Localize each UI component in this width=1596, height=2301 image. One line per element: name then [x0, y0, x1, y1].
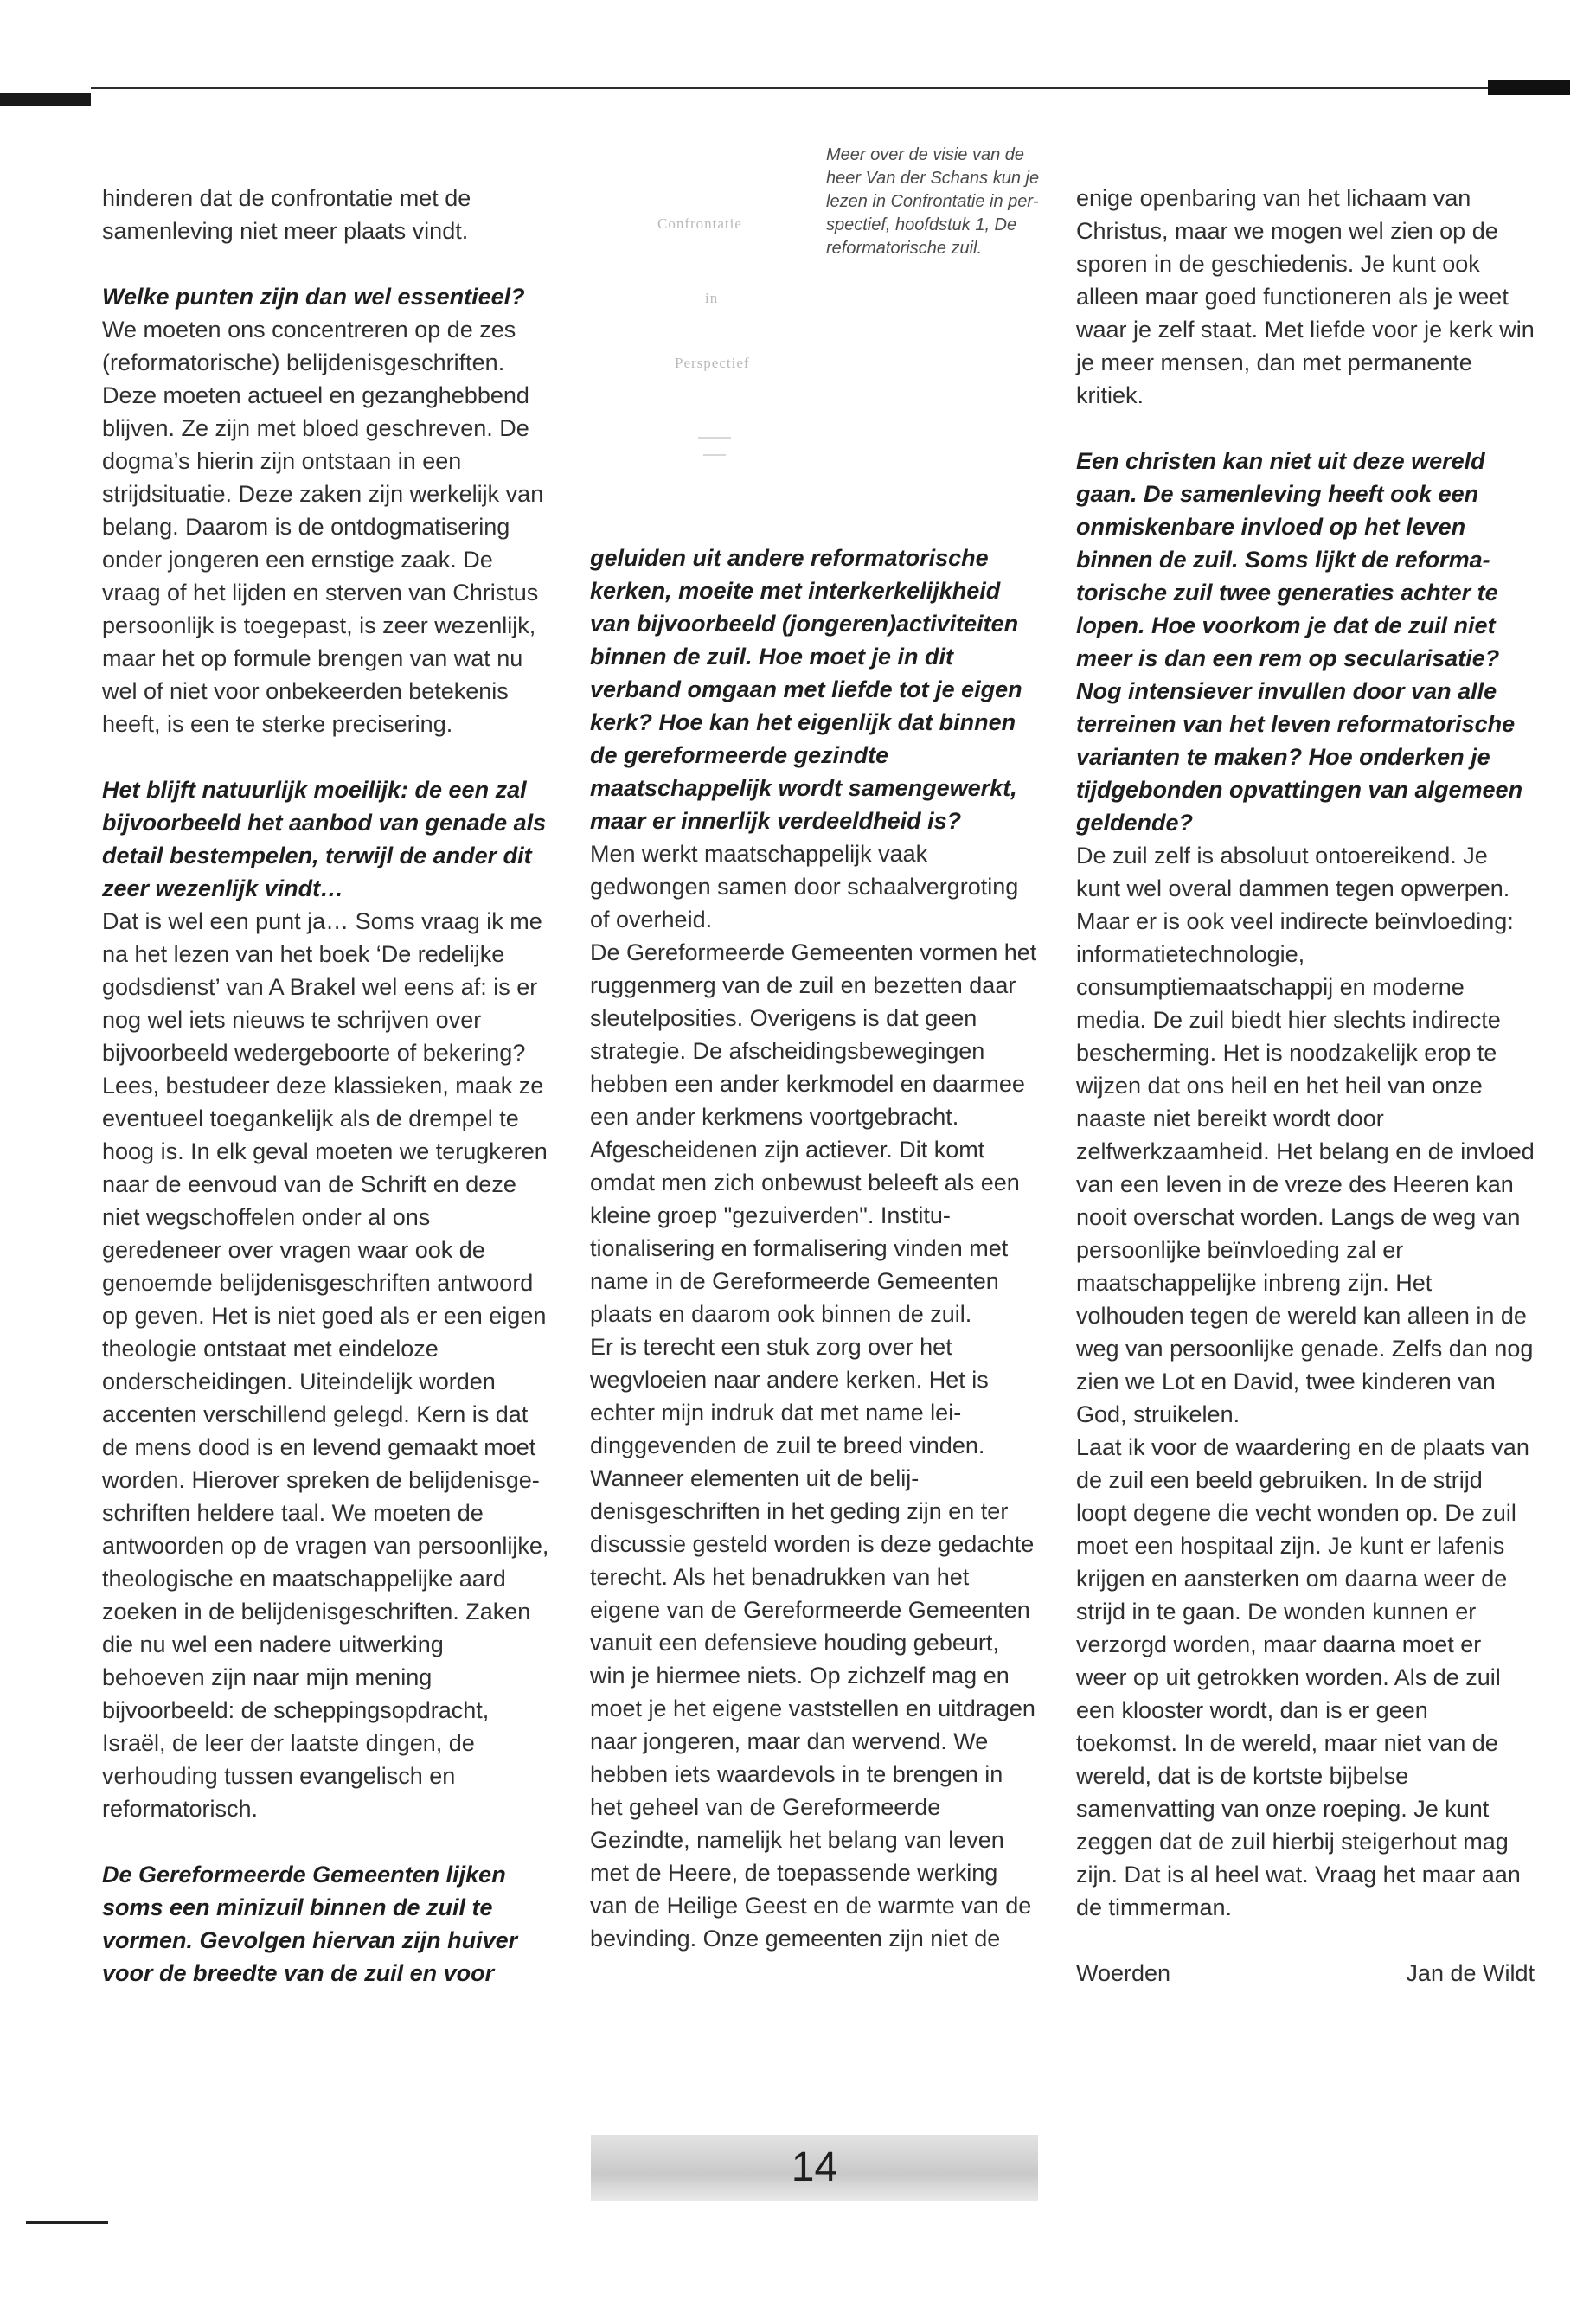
image-caption: Meer over de visie van de heer Van der Schans kun je lezen in Confrontatie in perspectief, hoofdstuk 1, De reformatorische zuil. [826, 145, 1040, 258]
article-column-1 [102, 182, 552, 1990]
paragraph-gap [102, 740, 552, 773]
body-paragraph: Laat ik voor de waardering en de plaats van de zuil een beeld gebruiken. In de strijd loopt degene die vecht wonden op. De zuil moet een hospitaal zijn. Je kunt er lafenis krijgen en aansterken om daarna weer de strijd in te gaan. De wonden kunnen er verzorgd worden, maar daarna moet er weer op uit getrokken worden. Als de zuil een klooster wordt, dan is er geen toekomst. In de wereld, maar niet van de wereld, dat is de kortste bijbelse samenvatting van onze roeping. Je kunt zeggen dat de zuil hierbij steigerhout mag zijn. Dat is al heel wat. Vraag het maar aan de timmerman. [1076, 1434, 1529, 1920]
body-paragraph: hinderen dat de confrontatie met de samenleving niet meer plaats vindt. [102, 185, 471, 244]
book-cover-ornament [703, 454, 726, 456]
signature [1076, 1957, 1535, 1990]
body-paragraph: We moeten ons concentreren op de zes (reformatorische) belijdenisgeschriften. Deze moeten actueel en gezanghebbend blijven. Ze zijn met bloed geschreven. De dogma’s hierin zijn ontstaan in een strijdsituatie. Deze zaken zijn werkelijk van belang. Daarom is de ontdogmatisering onder jongeren een ernstige zaak. De vraag of het lijden en sterven van Christus persoonlijk is toegepast, is zeer wezenlijk, maar het op formule brengen van wat nu wel of niet voor onbekeerden betekenis heeft, is een te sterke precisering. [102, 317, 544, 737]
top-left-rule [0, 93, 91, 106]
body-paragraph: enige openbaring van het lichaam van Christus, maar we mogen wel zien op de sporen in de geschiedenis. Je kunt ook alleen maar goed functioneren als je weet waar je zelf staat. Met liefde voor je kerk win je meer mensen, dan met permanente kritiek. [1076, 185, 1535, 408]
bottom-left-rule [26, 2221, 108, 2224]
interview-question: Een christen kan niet uit deze wereld gaan. De samenleving heeft ook een onmiskenbare invloed op het leven binnen de zuil. Soms lijkt de reformatorische zuil twee generaties achter te lopen. Hoe voorkom je dat de zuil niet meer is dan een rem op secularisatie? Nog intensiever invullen door van alle terreinen van het leven reformatorische varianten te maken? Hoe onderken je tijdgebonden opvattingen van algemeen geldende? [1076, 448, 1523, 836]
signature-place: Woerden [1076, 1960, 1171, 1986]
book-cover-ornament [698, 437, 731, 439]
top-right-rule [1488, 80, 1570, 95]
signature-author: Jan de Wildt [1406, 1960, 1535, 1986]
book-cover-title-line3: Perspectief [675, 355, 750, 371]
body-paragraph: Men werkt maatschappelijk vaak gedwongen samen door schaalvergroting of overheid. [590, 841, 1019, 933]
interview-question: De Gereformeerde Gemeenten lijken soms een minizuil binnen de zuil te vormen. Gevolgen hiervan zijn huiver voor de breedte van de zuil en voor [102, 1862, 518, 1986]
body-paragraph: De Gereformeerde Gemeenten vormen het ruggenmerg van de zuil en bezetten daar sleutelposities. Overigens is dat geen strategie. De afscheidingsbewegingen hebben een ander kerkmodel en daarmee een ander kerkmens voortgebracht. Afgescheidenen zijn actiever. Dit komt omdat men zich onbewust beleeft als een kleine groep "gezuiverden". Institutionalisering en formalisering vinden met name in de Gereformeerde Gemeenten plaats en daarom ook binnen de zuil. [590, 939, 1037, 1327]
page-number: 14 [791, 2144, 838, 2190]
book-cover-image [636, 195, 792, 489]
article-column-2 [590, 542, 1040, 1955]
body-paragraph: Dat is wel een punt ja… Soms vraag ik me na het lezen van het boek ‘De redelijke godsdienst’ van A Brakel wel eens af: is er nog wel iets nieuws te schrijven over bijvoorbeeld wedergeboorte of bekering? Lees, bestudeer deze klassieken, maak ze eventueel toegankelijk als de drempel te hoog is. In elk geval moeten we terugkeren naar de eenvoud van de Schrift en deze niet wegschoffelen onder al ons geredeneer over vragen waar ook de genoemde belijdenisgeschriften antwoord op geven. Het is niet goed als er een eigen theologie ontstaat met eindeloze onderscheidingen. Uiteindelijk worden accenten verschillend gelegd. Kern is dat de mens dood is en levend gemaakt moet worden. Hierover spreken de belijdenisgeschriften heldere taal. We moeten de antwoorden op de vragen van persoonlijke, theologische en maatschappelijke aard zoeken in de belijdenisgeschriften. Zaken die nu wel een nadere uitwerking behoeven zijn naar mijn mening bijvoorbeeld: de scheppingsopdracht, Israël, de leer der laatste dingen, de verhouding tussen evangelisch en reformatorisch. [102, 908, 549, 1822]
interview-question: Het blijft natuurlijk moeilijk: de een zal bijvoorbeeld het aanbod van genade als detail bestempelen, terwijl de ander dit zeer wezenlijk vindt… [102, 777, 547, 901]
paragraph-gap [102, 247, 552, 280]
book-cover-title-line1: Confrontatie [657, 215, 742, 232]
body-paragraph: De zuil zelf is absoluut ontoereikend. Je kunt wel overal dammen tegen opwerpen. Maar er is ook veel indirecte beïnvloeding: informatietechnologie, consumptiemaatschappij en moderne media. De zuil biedt hier slechts indirecte bescherming. Het is noodzakelijk erop te wijzen dat ons heil en het heil van onze naaste niet bereikt wordt door zelfwerkzaamheid. Het belang en de invloed van een leven in de vreze des Heeren kan nooit overschat worden. Langs de weg van persoonlijke beïnvloeding zal er maatschappelijke inbreng zijn. Het volhouden tegen de wereld kan alleen in de weg van persoonlijke genade. Zelfs dan nog zien we Lot en David, twee kinderen van God, struikelen. [1076, 843, 1535, 1427]
top-rule [91, 87, 1570, 89]
paragraph-gap [102, 1825, 552, 1858]
article-column-3-body [1076, 182, 1535, 1924]
interview-question: geluiden uit andere reformatorische kerken, moeite met interkerkelijkheid van bijvoorbeeld (jongeren)activiteiten binnen de zuil. Hoe moet je in dit verband omgaan met liefde tot je eigen kerk? Hoe kan het eigenlijk dat binnen de gereformeerde gezindte maatschappelijk wordt samengewerkt, maar er innerlijk verdeeldheid is? [590, 545, 1022, 834]
body-paragraph: Er is terecht een stuk zorg over het wegvloeien naar andere kerken. Het is echter mijn indruk dat met name leidinggevenden de zuil te breed vinden. Wanneer elementen uit de belijdenisgeschriften in het geding zijn en ter discussie gesteld worden is deze gedachte terecht. Als het benadrukken van het eigene van de Gereformeerde Gemeenten vanuit een defensieve houding gebeurt, win je hiermee niets. Op zichzelf mag en moet je het eigene vaststellen en uitdragen naar jongeren, maar dan wervend. We hebben iets waardevols in te brengen in het geheel van de Gereformeerde Gezindte, namelijk het belang van leven met de Heere, de toepassende werking van de Heilige Geest en de warmte van de bevinding. Onze gemeenten zijn niet de [590, 1334, 1035, 1952]
interview-question: Welke punten zijn dan wel essentieel? [102, 284, 525, 310]
paragraph-gap [1076, 412, 1535, 445]
book-cover-title-line2: in [705, 290, 719, 306]
article-column-3 [1076, 182, 1535, 1990]
